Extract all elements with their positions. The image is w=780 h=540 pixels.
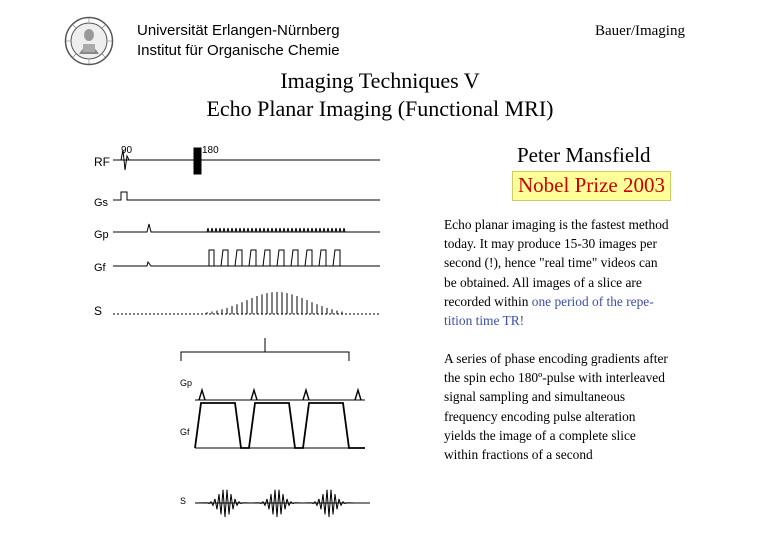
zoom-gf-trapezoid (195, 403, 365, 448)
title-line-1: Imaging Techniques V (280, 68, 480, 93)
label-90: 90 (121, 145, 133, 156)
p2-line-5: yields the image of a complete slice (444, 427, 636, 443)
nobel-prize-badge: Nobel Prize 2003 (512, 171, 671, 201)
label-zoom-gp: Gp (180, 378, 193, 388)
p2-line-4: frequency encoding pulse alteration (444, 408, 636, 424)
p1-highlight-1: one period of the repe- (531, 293, 654, 309)
signal-echoes (207, 292, 342, 314)
p1-highlight-2: tition time TR! (444, 313, 525, 329)
epi-pulse-sequence-diagram (85, 138, 395, 533)
label-zoom-s: S (180, 496, 187, 506)
label-gf: Gf (94, 262, 106, 274)
title-line-2: Echo Planar Imaging (Functional MRI) (206, 96, 554, 121)
gf-lobes (209, 250, 347, 266)
label-gp: Gp (94, 229, 109, 241)
institute-name: Institut für Organische Chemie (137, 42, 340, 59)
label-rf: RF (94, 155, 110, 169)
p1-line-2: today. It may produce 15-30 images per (444, 236, 657, 252)
zoom-gp-blip (199, 390, 361, 400)
label-gs: Gs (94, 197, 109, 209)
p2-line-6: within fractions of a second (444, 447, 593, 463)
university-seal-logo (64, 16, 114, 66)
p2-line-1: A series of phase encoding gradients after (444, 351, 668, 366)
slide-title (170, 67, 590, 123)
p2-line-2: the spin echo 180º-pulse with interleaved (444, 370, 665, 386)
paragraph-phase-encoding (444, 349, 744, 464)
paragraph-epi-speed (444, 215, 744, 330)
gf-lobe (209, 250, 347, 266)
zoom-gf-trapezoids (195, 403, 365, 448)
label-s: S (94, 304, 103, 318)
institution-header (137, 21, 340, 61)
p1-line-3: second (!), hence "real time" videos can (444, 255, 658, 271)
gp-blip (207, 228, 345, 232)
label-180: 180 (202, 145, 219, 156)
p1-line-1: Echo planar imaging is the fastest method (444, 217, 669, 232)
laureate-name: Peter Mansfield (517, 143, 651, 167)
label-zoom-gf: Gf (180, 427, 190, 437)
p1-line-5: recorded within (444, 293, 532, 309)
zoom-gp-blips (199, 390, 361, 400)
p1-line-4: be obtained. All images of a slice are (444, 274, 642, 290)
author-label: Bauer/Imaging (595, 23, 685, 39)
gp-blips (207, 228, 345, 232)
university-name: Universität Erlangen-Nürnberg (137, 22, 340, 39)
s-echo (207, 292, 342, 314)
p2-line-3: signal sampling and simultaneous (444, 389, 626, 405)
